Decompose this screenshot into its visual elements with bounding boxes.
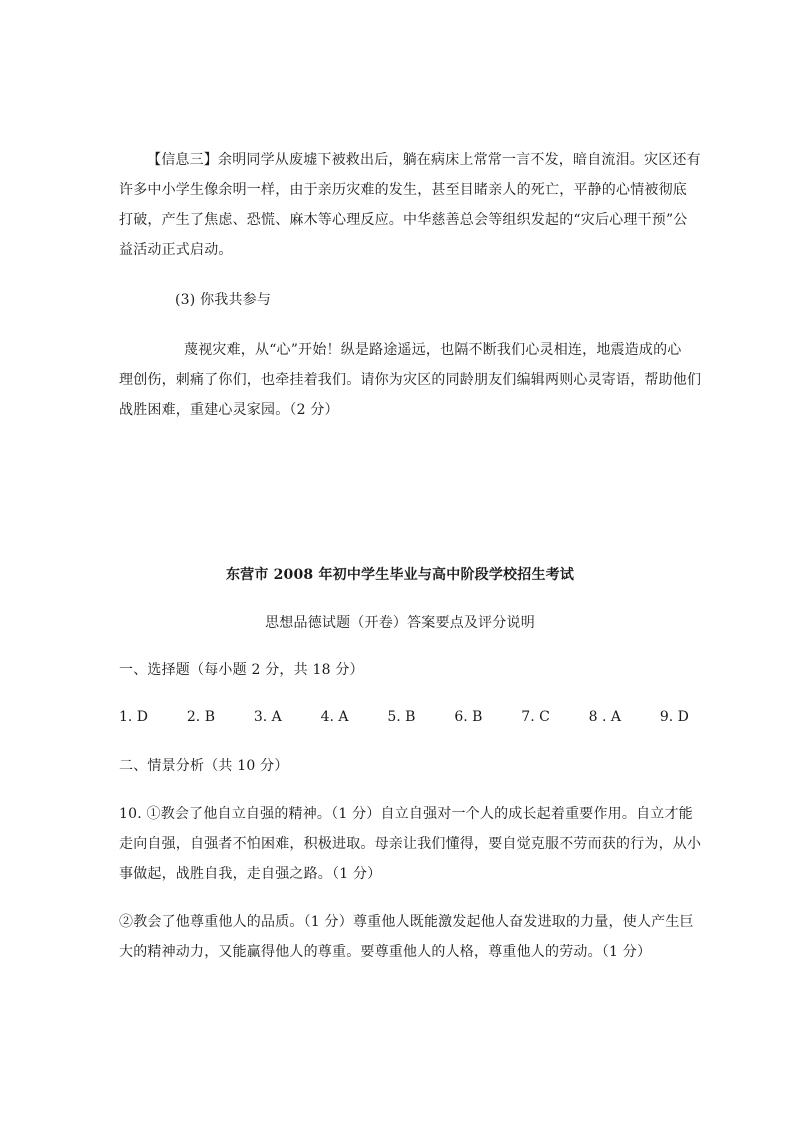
q10-part2-line-1: ②教会了他尊重他人的品质。（1 分）尊重他人既能激发起他人奋发进取的力量，使人产生巨	[119, 914, 694, 930]
info3-line-3: 打破，产生了焦虑、恐慌、麻木等心理反应。中华慈善总会等组织发起的“灾后心理干预”公	[119, 212, 688, 228]
answer-item: 1. D	[119, 709, 149, 725]
answer-item: 4. A	[320, 709, 349, 725]
q10-line-3: 事做起，战胜自我，走自强之路。（1 分）	[119, 866, 382, 882]
info3-line-2: 许多中小学生像余明一样，由于亲历灾难的发生，甚至目睹亲人的死亡，平静的心情被彻底	[119, 182, 687, 198]
info3-line-1: 【信息三】余明同学从废墟下被救出后，躺在病床上常常一言不发，暗自流泪。灾区还有	[147, 152, 701, 168]
answer-item: 8 . A	[588, 709, 622, 725]
q10-part2-line-2: 大的精神动力，又能赢得他人的尊重。要尊重他人的人格，尊重他人的劳动。（1 分）	[119, 944, 652, 960]
q3-heading: (3) 你我共参与	[175, 292, 272, 308]
info3-line-4: 益活动正式启动。	[119, 242, 233, 258]
answer-item: 2. B	[186, 709, 215, 725]
answer-item: 6. B	[454, 709, 483, 725]
answer-item: 5. B	[387, 709, 416, 725]
answer-list	[119, 707, 689, 727]
exam-subtitle: 思想品德试题（开卷）答案要点及评分说明	[265, 615, 535, 631]
q3-line-3: 战胜困难，重建心灵家园。（2 分）	[119, 402, 339, 418]
q10-line-2: 走向自强，自强者不怕困难，积极进取。母亲让我们懂得，要自觉克服不劳而获的行为，从小	[119, 836, 702, 852]
section1-heading: 一、选择题（每小题 2 分，共 18 分）	[119, 662, 364, 678]
answer-item: 9. D	[659, 709, 689, 725]
answer-item: 3. A	[253, 709, 282, 725]
section2-heading: 二、情景分析（共 10 分）	[119, 758, 289, 774]
q3-line-1: 蔑视灾难，从“心”开始！纵是路途遥远，也隔不断我们心灵相连，地震造成的心	[184, 342, 682, 358]
q10-line-1: 10. ①教会了他自立自强的精神。（1 分）自立自强对一个人的成长起着重要作用。自立才能	[119, 806, 693, 822]
exam-title: 东营市 2008 年初中学生毕业与高中阶段学校招生考试	[225, 567, 575, 583]
q3-line-2: 理创伤，刺痛了你们，也牵挂着我们。请你为灾区的同龄朋友们编辑两则心灵寄语，帮助他们	[119, 372, 702, 388]
answer-item: 7. C	[521, 709, 550, 725]
